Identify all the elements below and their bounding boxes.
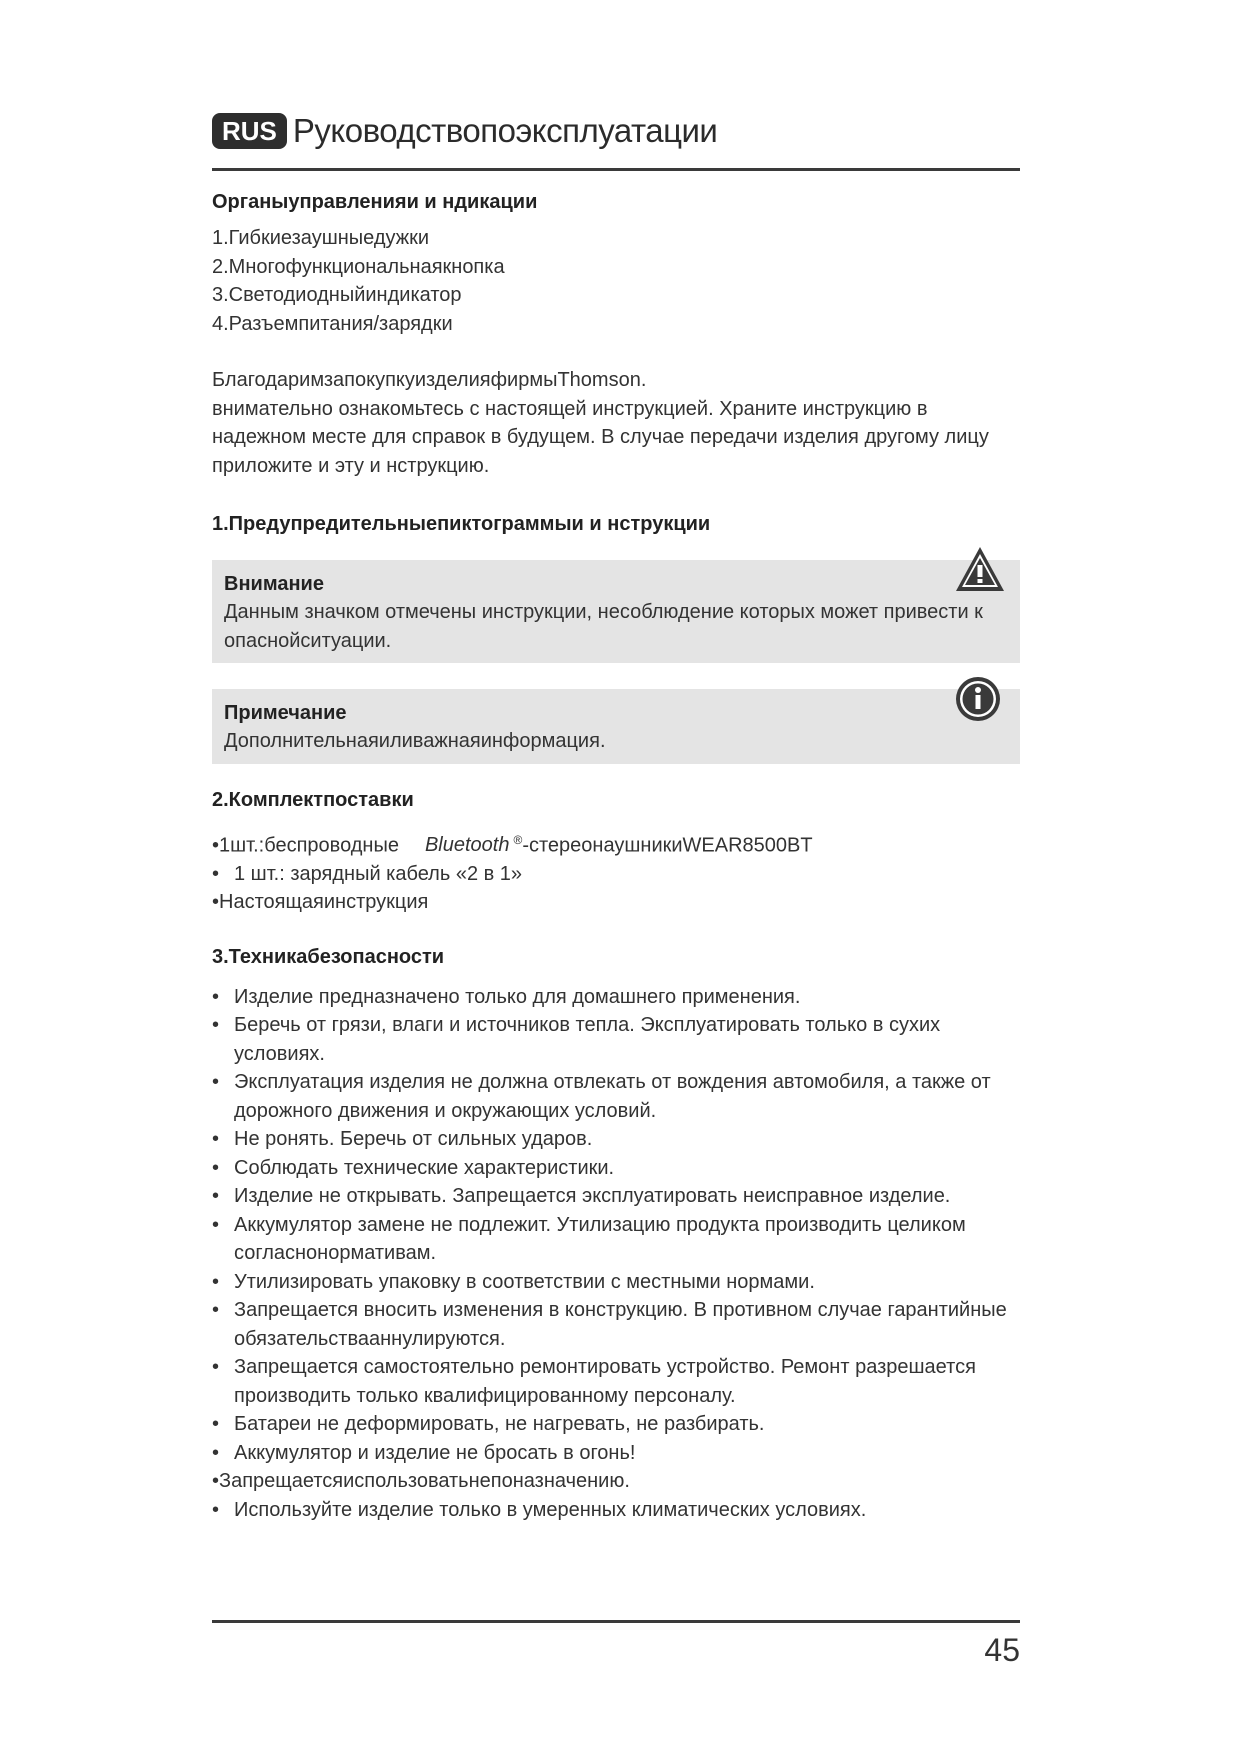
section3-title: 3.Техникабезопасности: [212, 945, 445, 968]
section2-title: 2.Комплектпоставки: [212, 788, 414, 811]
controls-list: [212, 224, 1020, 338]
note-text: Дополнительнаяиливажнаяинформация.: [224, 730, 606, 752]
safety-item: • Изделие не открывать. Запрещается эксплуатировать неисправное изделие.: [212, 1182, 1020, 1211]
safety-item: • Аккумулятор замене не подлежит. Утилизацию продукта производить целиком согласнонормативам.: [212, 1211, 1020, 1268]
intro-line-1: БлагодаримзапокупкуизделияфирмыThomson.: [212, 369, 647, 391]
package-item-headphones: •1шт.:беспроводные Bluetooth ®-стереонаушникиWEAR8500BT: [212, 832, 813, 857]
page-content: [212, 188, 1020, 1524]
warning-title: Внимание: [224, 573, 324, 595]
intro-block: [212, 366, 1020, 480]
safety-item: • Не ронять. Беречь от сильных ударов.: [212, 1125, 1020, 1154]
safety-item: • Запрещается самостоятельно ремонтировать устройство. Ремонт разрешается производить только квалифицированному персоналу.: [212, 1353, 1020, 1410]
controls-title: Органыуправленияи и ндикации: [212, 191, 538, 213]
package-item-manual: •Настоящаяинструкция: [212, 891, 429, 914]
safety-item: • Беречь от грязи, влаги и источников тепла. Эксплуатировать только в сухих условиях.: [212, 1011, 1020, 1068]
safety-item: • Эксплуатация изделия не должна отвлекать от вождения автомобиля, а также от дорожного движения и окружающих условий.: [212, 1068, 1020, 1125]
safety-item: • Запрещается вносить изменения в конструкцию. В противном случае гарантийные обязательствааннулируются.: [212, 1296, 1020, 1353]
controls-item: 4.Разъемпитания/зарядки: [212, 312, 453, 335]
package-list: [212, 826, 1020, 917]
safety-item-inline: •Запрещаетсяиспользоватьнепоназначению.: [212, 1470, 630, 1493]
safety-item: • Батареи не деформировать, не нагревать, не разбирать.: [212, 1410, 1020, 1439]
package-item-manual-text: Настоящаяинструкция: [219, 891, 429, 914]
registered-mark: ®: [513, 832, 523, 847]
header-rule: [212, 168, 1020, 171]
safety-item: • Аккумулятор и изделие не бросать в огонь!: [212, 1439, 1020, 1468]
package-item-cable: • 1 шт.: зарядный кабель «2 в 1»: [212, 860, 1020, 889]
safety-item: • Изделие предназначено только для домашнего применения.: [212, 983, 1020, 1012]
info-circle-icon: [954, 675, 1002, 723]
controls-item: 1.Гибкиезаушныедужки: [212, 227, 430, 249]
language-badge: RUS: [212, 113, 287, 149]
package-bullets: [212, 860, 1020, 889]
page-title: Руководствопоэксплуатации: [292, 112, 718, 149]
controls-item: 3.Светодиодныйиндикатор: [212, 284, 462, 306]
safety-item: • Соблюдать технические характеристики.: [212, 1154, 1020, 1183]
safety-item: • Утилизировать упаковку в соответствии с местными нормами.: [212, 1268, 1020, 1297]
page-number: 45: [984, 1632, 1020, 1668]
note-title: Примечание: [224, 702, 347, 724]
bluetooth-label: Bluetooth: [424, 834, 510, 857]
warning-text: Данным значком отмечены инструкции, несоблюдение которых может привести к опаснойситуации.: [224, 601, 983, 652]
package-item-model: -стереонаушникиWEAR8500BT: [522, 834, 813, 857]
package-item-text: 1шт.:беспроводные: [219, 834, 399, 857]
safety-item-text: Запрещаетсяиспользоватьнепоназначению.: [219, 1470, 630, 1493]
warning-box: [212, 560, 1020, 663]
warning-triangle-icon: [954, 544, 1006, 594]
safety-item: • Используйте изделие только в умеренных климатических условиях.: [212, 1496, 1020, 1525]
intro-line-2: внимательно ознакомьтесь с настоящей инструкцией. Храните инструкцию в надежном месте для справок в будущем. В случае передачи изделия другому лицу приложите и эту и нструкцию.: [212, 397, 989, 477]
footer-rule: [212, 1620, 1020, 1623]
note-box: [212, 689, 1020, 764]
section1-title: 1.Предупредительныепиктограммыи и нструкции: [212, 513, 711, 535]
page-header: [212, 112, 1020, 150]
controls-item: 2.Многофункциональнаякнопка: [212, 255, 505, 278]
safety-list: [212, 983, 1020, 1525]
